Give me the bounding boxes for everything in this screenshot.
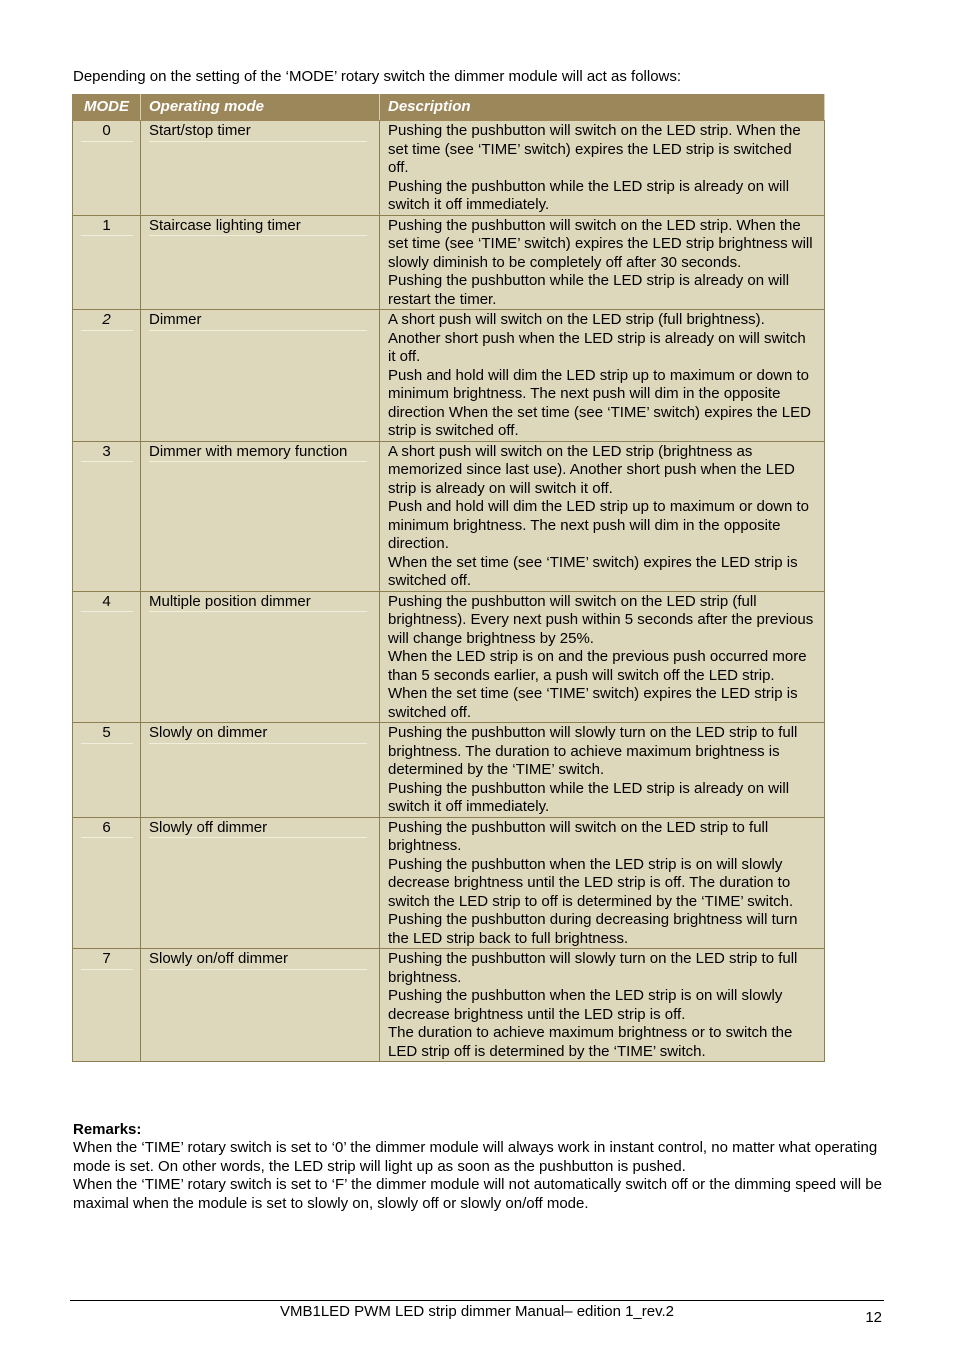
operating-mode-name: Slowly on dimmer [149,724,367,744]
table-row [73,949,825,1062]
operating-mode-cell [141,441,380,591]
intro-text: Depending on the setting of the ‘MODE’ rotary switch the dimmer module will act as follows: [73,68,682,85]
mode-cell [73,121,141,216]
description-paragraph: Pushing the pushbutton will slowly turn on the LED strip to full brightness. [388,950,798,986]
description-paragraph: Push and hold will dim the LED strip up to maximum or down to minimum brightness. The next push will dim in the opposite direction When the set time (see ‘TIME’ switch) expires the LED strip is switched off. [388,366,811,439]
mode-table [72,94,825,1062]
mode-cell [73,591,141,723]
description-paragraph: Pushing the pushbutton when the LED strip is on will slowly decrease brightness until the LED strip is off. The duration to switch the LED strip to off is determined by the ‘TIME’ switch. [388,855,794,910]
description-paragraph: Pushing the pushbutton will slowly turn on the LED strip to full brightness. The duration to achieve maximum brightness is determined by the ‘TIME’ switch. [388,724,798,778]
description-paragraph: Push and hold will dim the LED strip up to maximum or down to minimum brightness. The next push will dim in the opposite direction. [388,498,810,552]
mode-number: 2 [81,311,133,331]
operating-mode-name: Start/stop timer [149,122,367,142]
description-paragraph: Pushing the pushbutton while the LED strip is already on will switch it off immediately. [388,177,790,213]
operating-mode-cell [141,591,380,723]
table-row [73,310,825,442]
description-paragraph: A short push will switch on the LED strip (brightness as memorized since last use). Another short push when the LED strip is already on will switch it off. [388,442,795,497]
operating-mode-name: Dimmer with memory function [149,443,367,463]
description-paragraph: When the set time (see ‘TIME’ switch) expires the LED strip is switched off. [388,685,798,721]
description-paragraph: A short push will switch on the LED strip (full brightness). Another short push when the LED strip is already on will switch it off. [388,311,806,365]
mode-cell [73,949,141,1062]
operating-mode-name: Slowly on/off dimmer [149,950,367,970]
table-row [73,121,825,216]
operating-mode-cell [141,215,380,310]
remarks-section [73,1121,883,1213]
description-paragraph: Pushing the pushbutton will switch on the LED strip. When the set time (see ‘TIME’ switch) expires the LED strip is switched off. [388,122,801,176]
mode-table-body [73,121,825,1062]
table-row [73,441,825,591]
operating-mode-name: Slowly off dimmer [149,819,367,839]
description-cell [380,310,825,442]
description-paragraph: Pushing the pushbutton when the LED strip is on will slowly decrease brightness until the LED strip is off. [388,987,783,1023]
operating-mode-cell [141,310,380,442]
description-cell [380,591,825,723]
table-row [73,817,825,949]
table-row [73,215,825,310]
operating-mode-cell [141,817,380,949]
page-number: 12 [865,1309,882,1326]
mode-number: 3 [81,443,133,463]
header-mode: MODE [73,95,141,121]
mode-number: 4 [81,593,133,613]
mode-cell [73,817,141,949]
mode-number: 6 [81,819,133,839]
description-paragraph: Pushing the pushbutton will switch on the LED strip to full brightness. [388,818,769,854]
description-paragraph: The duration to achieve maximum brightness or to switch the LED strip off is determined by the ‘TIME’ switch. [388,1024,793,1060]
remarks-paragraph: When the ‘TIME’ rotary switch is set to ‘0’ the dimmer module will always work in instant control, no matter what operating mode is set. On other words, the LED strip will light up as soon as the pushbutton is pushed. [73,1139,878,1175]
description-paragraph: When the set time (see ‘TIME’ switch) expires the LED strip is switched off. [388,553,798,589]
footer-divider [70,1300,884,1301]
operating-mode-name: Dimmer [149,311,367,331]
description-paragraph: Pushing the pushbutton while the LED strip is already on will switch it off immediately. [388,779,790,815]
description-cell [380,121,825,216]
table-header-row [73,95,825,121]
mode-cell [73,441,141,591]
operating-mode-cell [141,723,380,818]
description-cell [380,949,825,1062]
mode-cell [73,215,141,310]
mode-cell [73,723,141,818]
table-row [73,723,825,818]
remarks-title: Remarks: [73,1121,142,1138]
mode-cell [73,310,141,442]
mode-number: 5 [81,724,133,744]
header-operating-mode: Operating mode [141,95,380,121]
mode-number: 7 [81,950,133,970]
description-cell [380,817,825,949]
description-paragraph: Pushing the pushbutton while the LED strip is already on will restart the timer. [388,272,790,308]
mode-number: 0 [81,122,133,142]
operating-mode-cell [141,949,380,1062]
remarks-paragraph: When the ‘TIME’ rotary switch is set to ‘F’ the dimmer module will not automatically switch off or the dimming speed will be maximal when the module is set to slowly on, slowly off or slowly on/off mode. [73,1176,882,1212]
operating-mode-cell [141,121,380,216]
footer-title: VMB1LED PWM LED strip dimmer Manual– edition 1_rev.2 [279,1303,675,1320]
mode-number: 1 [81,217,133,237]
description-paragraph: Pushing the pushbutton during decreasing brightness will turn the LED strip back to full brightness. [388,911,798,947]
table-row [73,591,825,723]
description-paragraph: When the LED strip is on and the previous push occurred more than 5 seconds earlier, a push will switch off the LED strip. [388,648,807,684]
operating-mode-name: Multiple position dimmer [149,593,367,613]
operating-mode-name: Staircase lighting timer [149,217,367,237]
description-cell [380,441,825,591]
header-description: Description [380,95,825,121]
description-cell [380,723,825,818]
description-paragraph: Pushing the pushbutton will switch on the LED strip. When the set time (see ‘TIME’ switch) expires the LED strip brightness will slowly diminish to be completely off after 30 seconds. [388,216,813,271]
description-cell [380,215,825,310]
description-paragraph: Pushing the pushbutton will switch on the LED strip (full brightness). Every next push within 5 seconds after the previous will change brightness by 25%. [388,592,814,647]
